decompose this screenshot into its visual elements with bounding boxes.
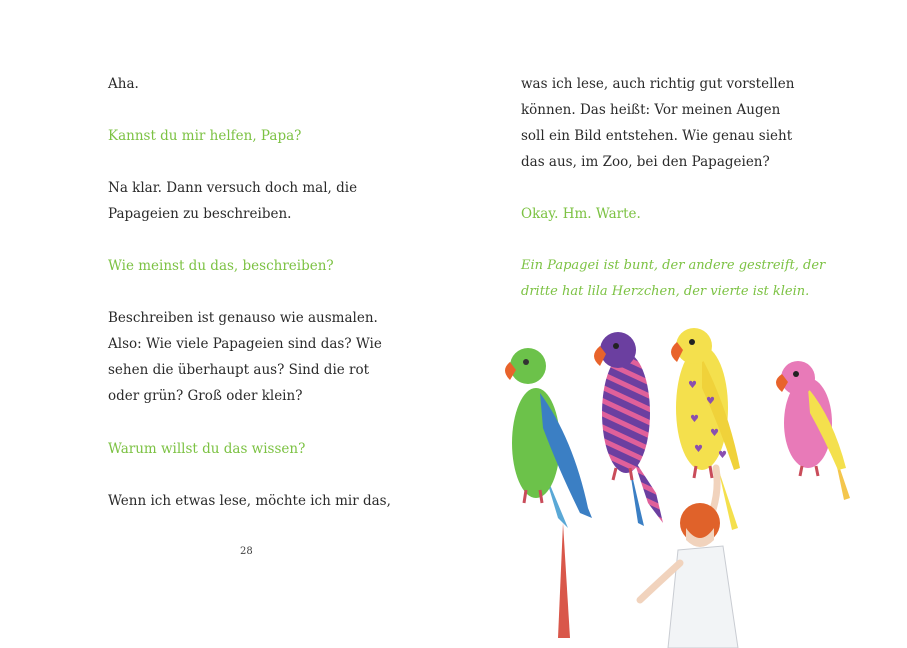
- paragraph-describe: [108, 175, 357, 227]
- text-line: was ich lese, auch richtig gut vorstellen: [521, 76, 795, 92]
- text-line: Wenn ich etwas lese, möchte ich mir das,: [108, 493, 391, 509]
- text-line: Warum willst du das wissen?: [108, 441, 306, 457]
- paragraph-reading: [108, 488, 391, 514]
- text-line: Na klar. Dann versuch doch mal, die: [108, 180, 358, 196]
- text-line: Beschreiben ist genauso wie ausmalen.: [108, 310, 378, 326]
- text-line: sehen die überhaupt aus? Sind die rot: [108, 362, 370, 378]
- pink-parrot-icon: [776, 361, 850, 500]
- svg-text:♥: ♥: [718, 450, 727, 461]
- paragraph-continuation: [521, 71, 794, 175]
- green-parrot-icon: [505, 348, 592, 638]
- text-line: Kannst du mir helfen, Papa?: [108, 128, 302, 144]
- paragraph-question-why: [108, 436, 305, 462]
- heart-parrot-icon: [671, 328, 740, 530]
- text-line: oder grün? Groß oder klein?: [108, 388, 303, 404]
- text-line: Also: Wie viele Papageien sind das? Wie: [108, 336, 382, 352]
- text-line: Aha.: [108, 76, 139, 92]
- text-line: Papageien zu beschreiben.: [108, 206, 292, 222]
- striped-parrot-icon: [594, 332, 663, 526]
- svg-text:♥: ♥: [710, 428, 719, 439]
- paragraph-parrot-description: [521, 253, 825, 305]
- paragraph-question-meaning: [108, 253, 334, 279]
- text-line: können. Das heißt: Vor meinen Augen: [521, 102, 781, 118]
- svg-text:♥: ♥: [694, 444, 703, 455]
- text-line: dritte hat lila Herzchen, der vierte ist klein.: [521, 284, 810, 299]
- paragraph-okay: [521, 201, 641, 227]
- svg-text:♥: ♥: [706, 396, 715, 407]
- paragraph-question-help: [108, 123, 301, 149]
- text-line: Okay. Hm. Warte.: [521, 206, 641, 222]
- page-number: 28: [240, 546, 253, 557]
- text-line: Wie meinst du das, beschreiben?: [108, 258, 334, 274]
- svg-text:♥: ♥: [688, 380, 697, 391]
- paragraph-aha: [108, 71, 139, 97]
- text-line: Ein Papagei ist bunt, der andere gestreift, der: [521, 258, 826, 273]
- parrots-illustration: [488, 318, 888, 648]
- paragraph-explanation: [108, 305, 382, 409]
- text-line: soll ein Bild entstehen. Wie genau sieht: [521, 128, 793, 144]
- svg-text:♥: ♥: [690, 414, 699, 425]
- text-line: das aus, im Zoo, bei den Papageien?: [521, 154, 770, 170]
